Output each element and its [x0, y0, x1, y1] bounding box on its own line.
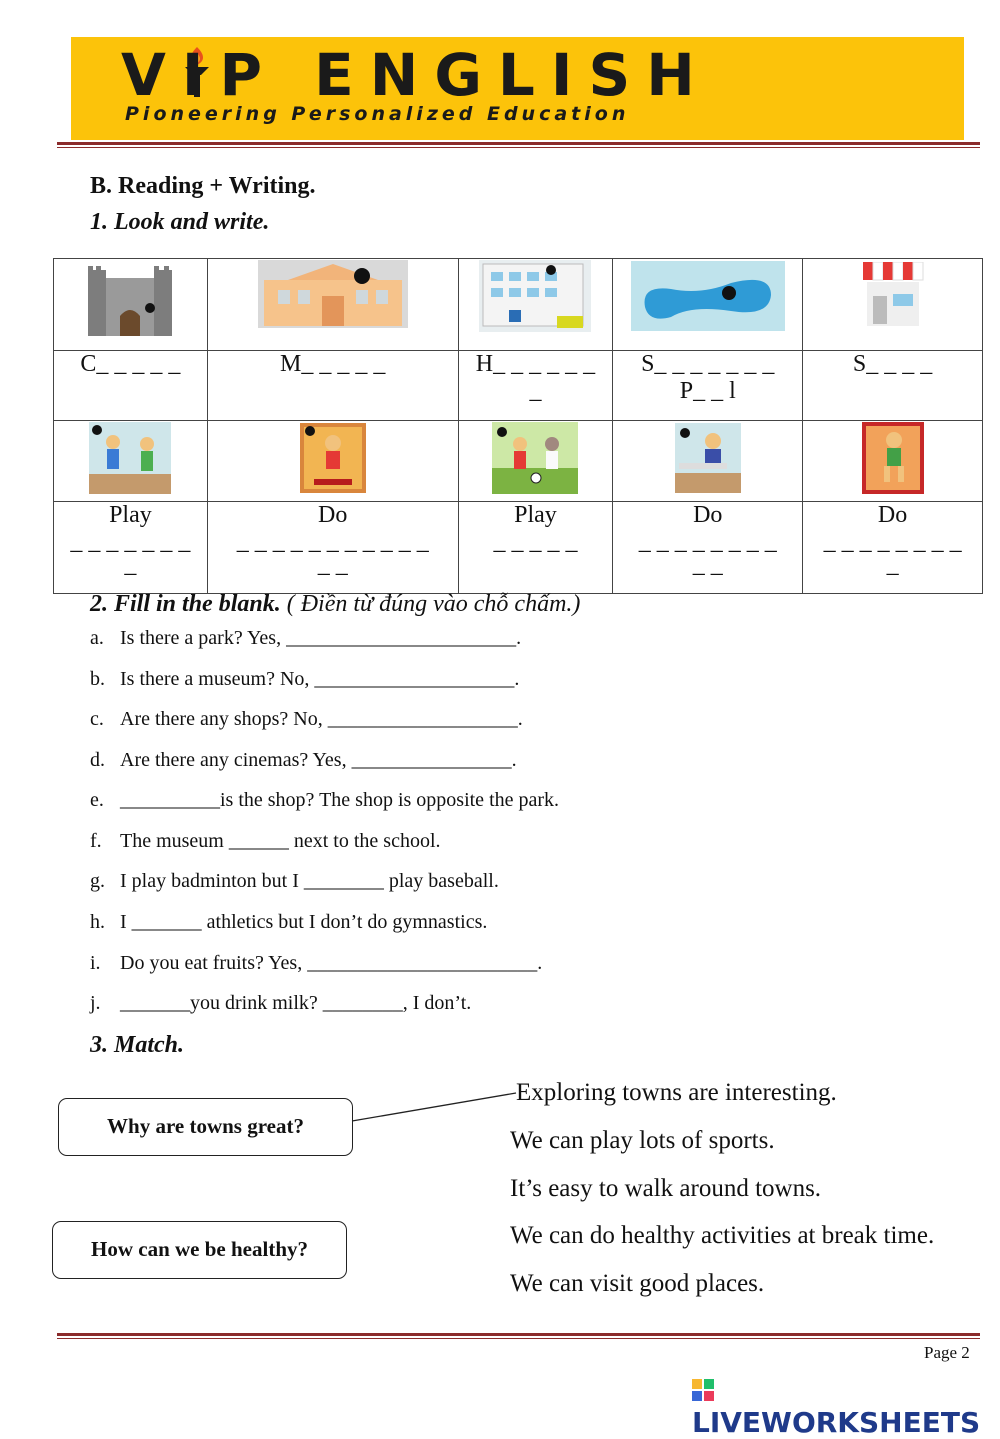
fill-item-text: _______you drink milk? ________, I don’t. — [120, 992, 472, 1014]
hint: C_ _ _ _ _ — [80, 351, 181, 377]
place-picture-cell — [803, 259, 983, 351]
place-word-cell — [803, 351, 983, 421]
fill-item-text: I play badminton but I ________ play baseball. — [120, 870, 499, 892]
activity-verb: Do — [877, 502, 908, 528]
fill-item-text: The museum ______ next to the school. — [120, 830, 441, 852]
activity-picture-cell — [803, 421, 983, 502]
exercise2-title — [90, 591, 580, 618]
answer-option[interactable]: Exploring towns are interesting. — [516, 1079, 837, 1106]
activity-word-cell — [803, 502, 983, 594]
activity-blank-cont: _ — [124, 552, 137, 578]
football-icon — [492, 422, 578, 494]
place-word-cell — [54, 351, 208, 421]
fill-item-text: Are there any cinemas? Yes, ________________. — [120, 749, 517, 771]
hint-cont: P_ _ l — [679, 378, 736, 404]
fill-item-letter: a. — [90, 627, 104, 649]
activity-blank: _ _ _ _ _ _ _ _ _ _ _ — [236, 529, 429, 555]
place-word-cell — [458, 351, 613, 421]
hint: H_ _ _ _ _ _ — [475, 351, 596, 377]
place-picture-cell — [458, 259, 613, 351]
header-rule-thin — [57, 147, 980, 148]
section-title: B. Reading + Writing. — [90, 173, 316, 199]
place-word-cell — [613, 351, 803, 421]
fill-item — [90, 992, 471, 1015]
activity-word-cell — [613, 502, 803, 594]
activity-blank: _ _ _ _ _ _ _ — [70, 529, 191, 555]
exercise2-title-note: ( Điền từ đúng vào chỗ chấm.) — [280, 591, 581, 617]
activity-verb: Do — [693, 502, 723, 528]
answer-option[interactable]: We can do healthy activities at break time. — [510, 1222, 935, 1249]
question-box[interactable]: How can we be healthy? — [52, 1221, 347, 1279]
fill-item-letter: f. — [90, 830, 102, 852]
header-rule — [57, 142, 980, 145]
fill-item-letter: b. — [90, 668, 105, 690]
museum-icon — [258, 260, 408, 328]
fill-item-text: I _______ athletics but I don’t do gymnastics. — [120, 911, 488, 933]
place-picture-cell — [613, 259, 803, 351]
fill-item-letter: h. — [90, 911, 105, 933]
answer-option[interactable]: It’s easy to walk around towns. — [510, 1175, 822, 1202]
liveworksheets-logo-icon — [692, 1379, 714, 1401]
watermark-text: LIVEWORKSHEETS — [692, 1406, 981, 1439]
hint: S_ _ _ _ _ _ _ — [641, 351, 775, 377]
fill-item-text: Is there a park? Yes, _______________________. — [120, 627, 522, 649]
activity-blank-cont: _ _ — [317, 552, 348, 578]
castle-icon — [88, 264, 172, 338]
fill-item — [90, 668, 519, 691]
fill-item — [90, 749, 517, 772]
activity-word-cell — [458, 502, 613, 594]
place-picture-cell — [207, 259, 458, 351]
activity-verb: Do — [318, 502, 348, 528]
footer-rule — [57, 1333, 980, 1336]
fill-item — [90, 870, 499, 893]
activity-picture-cell — [207, 421, 458, 502]
activity-blank-cont: _ _ — [692, 552, 723, 578]
activity-picture-cell — [613, 421, 803, 502]
activity-verb: Play — [109, 502, 152, 528]
fill-item — [90, 789, 559, 812]
fill-item — [90, 830, 441, 853]
swimming-pool-icon — [631, 261, 785, 331]
fill-item-text: Do you eat fruits? Yes, _______________________. — [120, 952, 543, 974]
activity-picture-cell — [458, 421, 613, 502]
fill-item-text: __________is the shop? The shop is opposite the park. — [120, 789, 560, 811]
activity-word-cell — [54, 502, 208, 594]
fill-item-letter: g. — [90, 870, 105, 892]
answer-option[interactable]: We can visit good places. — [510, 1270, 765, 1297]
exercise2-title-bold: 2. Fill in the blank. — [90, 591, 281, 617]
activity-picture-cell — [54, 421, 208, 502]
look-and-write-table — [53, 258, 983, 594]
fill-item-letter: j. — [90, 992, 101, 1014]
table-tennis-icon — [675, 423, 741, 493]
activity-word-cell — [207, 502, 458, 594]
place-word-cell — [207, 351, 458, 421]
exercise1-title: 1. Look and write. — [90, 209, 270, 235]
page-number: Page 2 — [924, 1343, 970, 1362]
activity-blank: _ _ _ _ _ — [493, 529, 578, 555]
place-picture-cell — [54, 259, 208, 351]
hint: M_ _ _ _ _ — [280, 351, 386, 377]
fill-item — [90, 911, 487, 934]
hint-cont: _ — [529, 378, 542, 404]
watermark — [692, 1373, 1000, 1439]
answer-option[interactable]: We can play lots of sports. — [510, 1127, 775, 1154]
fill-item-letter: d. — [90, 749, 105, 771]
handball-icon — [89, 422, 171, 494]
gymnastics-icon — [300, 423, 366, 493]
exercise3-title: 3. Match. — [90, 1032, 185, 1058]
activity-blank: _ _ _ _ _ _ _ _ — [823, 529, 962, 555]
activity-blank: _ _ _ _ _ _ _ _ — [638, 529, 777, 555]
fill-item-letter: e. — [90, 789, 104, 811]
activity-blank-cont: _ — [886, 552, 899, 578]
footer-rule-thin — [57, 1338, 980, 1339]
fill-item-letter: i. — [90, 952, 101, 974]
hospital-icon — [479, 260, 591, 332]
fill-item — [90, 708, 523, 731]
shop-icon — [861, 262, 925, 328]
running-icon — [862, 422, 924, 494]
brand-title: VIP ENGLISH — [121, 41, 711, 109]
activity-verb: Play — [514, 502, 557, 528]
hint: S_ _ _ _ — [852, 351, 933, 377]
header-banner — [71, 37, 964, 140]
fill-item — [90, 952, 542, 975]
fill-item-text: Are there any shops? No, ___________________. — [120, 708, 523, 730]
match-line — [350, 1090, 520, 1125]
question-box[interactable]: Why are towns great? — [58, 1098, 353, 1156]
fill-item-letter: c. — [90, 708, 104, 730]
brand-tagline: Pioneering Personalized Education — [125, 103, 630, 125]
fill-item-text: Is there a museum? No, ____________________. — [120, 668, 520, 690]
fill-item — [90, 627, 521, 650]
